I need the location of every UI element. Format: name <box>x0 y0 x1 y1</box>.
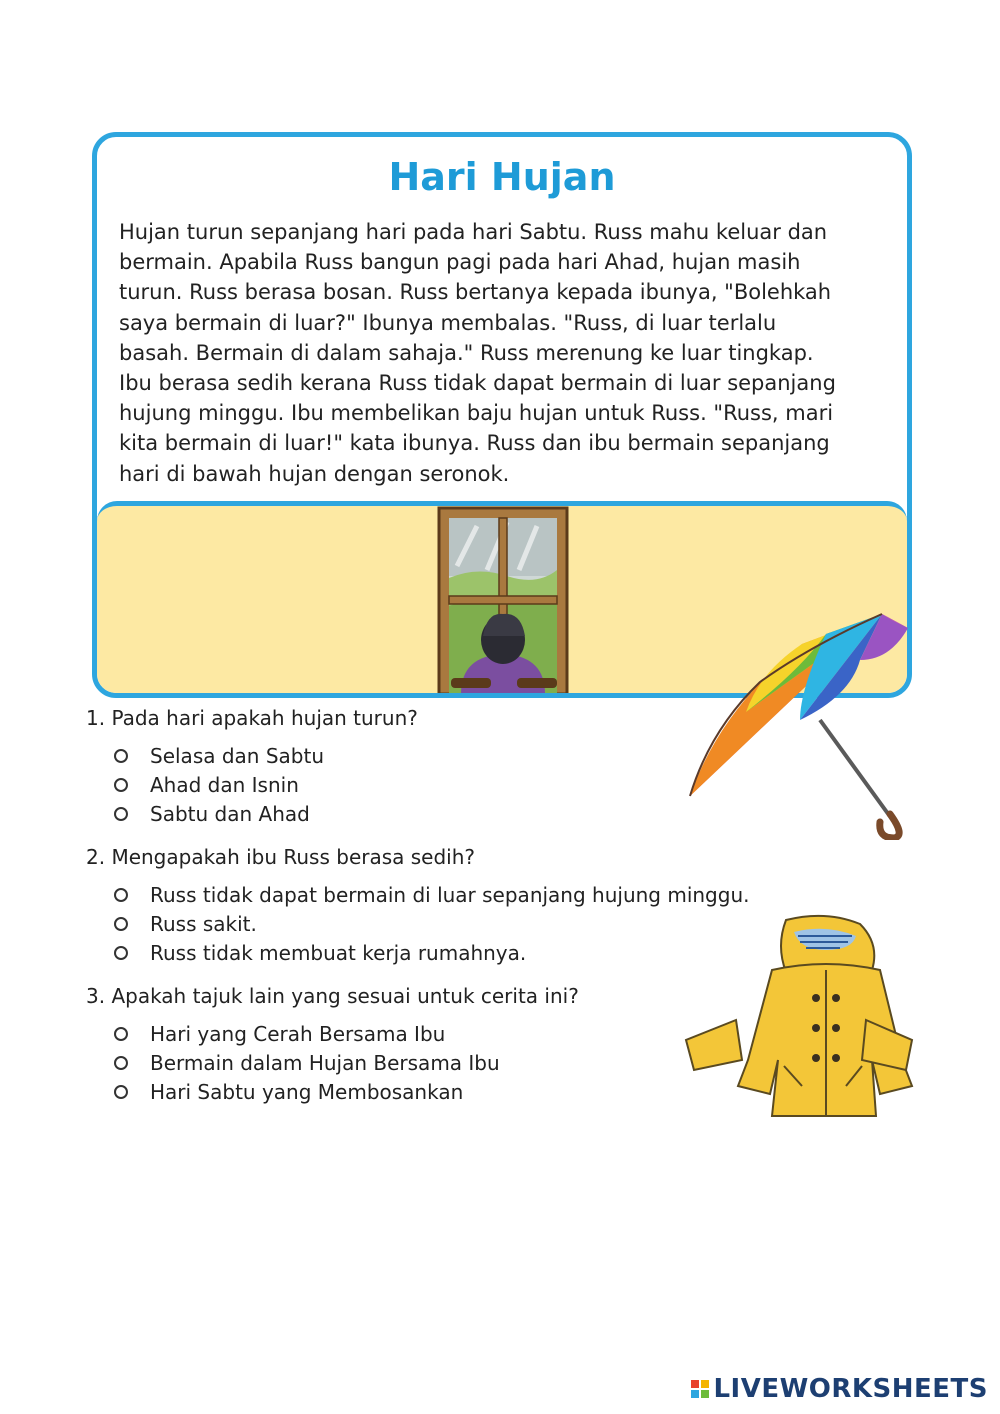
option-label: Hari yang Cerah Bersama Ibu <box>150 1021 446 1046</box>
radio-button[interactable] <box>114 1085 128 1099</box>
options-list <box>114 880 886 967</box>
story-line: hujung minggu. Ibu membelikan baju hujan untuk Russ. "Russ, mari <box>119 401 834 426</box>
answer-option[interactable] <box>114 1019 886 1048</box>
question-1 <box>86 703 886 828</box>
liveworksheets-logo-icon <box>691 1380 709 1398</box>
answer-option[interactable] <box>114 938 886 967</box>
story-line: Ibu berasa sedih kerana Russ tidak dapat bermain di luar sepanjang <box>119 371 836 396</box>
answer-option[interactable] <box>114 909 886 938</box>
question-2 <box>86 842 886 967</box>
radio-button[interactable] <box>114 749 128 763</box>
option-label: Russ sakit. <box>150 911 257 936</box>
answer-option[interactable] <box>114 1048 886 1077</box>
window-illustration <box>437 506 569 694</box>
story-line: saya bermain di luar?" Ibunya membalas. "Russ, di luar terlalu <box>119 310 777 335</box>
radio-button[interactable] <box>114 1027 128 1041</box>
options-list <box>114 741 886 828</box>
option-label: Hari Sabtu yang Membosankan <box>150 1079 464 1104</box>
liveworksheets-footer[interactable] <box>691 1374 988 1404</box>
story-title: Hari Hujan <box>388 155 616 199</box>
radio-button[interactable] <box>114 778 128 792</box>
question-text: 2. Mengapakah ibu Russ berasa sedih? <box>86 845 476 869</box>
radio-button[interactable] <box>114 1056 128 1070</box>
radio-button[interactable] <box>114 946 128 960</box>
answer-option[interactable] <box>114 880 886 909</box>
story-line: Hujan turun sepanjang hari pada hari Sabtu. Russ mahu keluar dan <box>119 220 828 244</box>
answer-option[interactable] <box>114 770 886 799</box>
option-label: Ahad dan Isnin <box>150 772 299 797</box>
story-line: bermain. Apabila Russ bangun pagi pada hari Ahad, hujan masih <box>119 250 801 275</box>
story-line: turun. Russ berasa bosan. Russ bertanya kepada ibunya, "Bolehkah <box>119 280 832 305</box>
story-line: hari di bawah hujan dengan seronok. <box>119 461 510 486</box>
question-text: 1. Pada hari apakah hujan turun? <box>86 706 418 730</box>
answer-option[interactable] <box>114 741 886 770</box>
radio-button[interactable] <box>114 888 128 902</box>
radio-button[interactable] <box>114 807 128 821</box>
option-label: Russ tidak dapat bermain di luar sepanjang hujung minggu. <box>150 882 750 907</box>
question-3 <box>86 981 886 1106</box>
option-label: Bermain dalam Hujan Bersama Ibu <box>150 1050 500 1075</box>
story-text <box>119 217 889 489</box>
story-line: kita bermain di luar!" kata ibunya. Russ dan ibu bermain sepanjang <box>119 431 830 456</box>
brand-name: LIVEWORKSHEETS <box>713 1374 988 1404</box>
option-label: Russ tidak membuat kerja rumahnya. <box>150 940 527 965</box>
options-list <box>114 1019 886 1106</box>
option-label: Sabtu dan Ahad <box>150 801 310 826</box>
radio-button[interactable] <box>114 917 128 931</box>
story-line: basah. Bermain di dalam sahaja." Russ merenung ke luar tingkap. <box>119 340 814 365</box>
answer-option[interactable] <box>114 1077 886 1106</box>
questions-section <box>86 703 886 1120</box>
option-label: Selasa dan Sabtu <box>150 743 324 768</box>
answer-option[interactable] <box>114 799 886 828</box>
question-text: 3. Apakah tajuk lain yang sesuai untuk cerita ini? <box>86 984 579 1008</box>
